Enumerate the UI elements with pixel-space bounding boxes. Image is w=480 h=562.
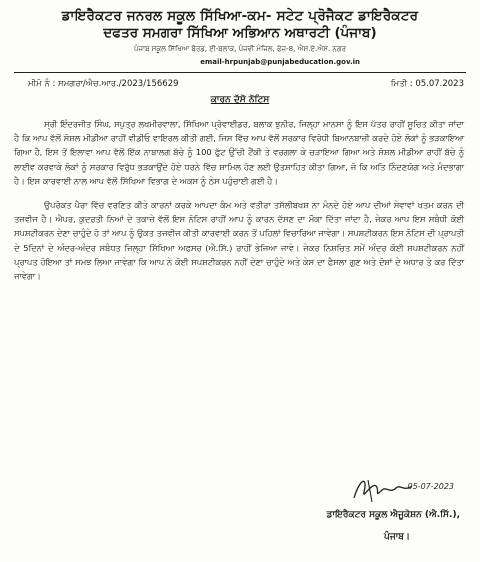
memo-date: ਮਿਤੀ : 05.07.2023	[390, 79, 464, 89]
signatory-title: ਡਾਇਰੈਕਟਰ ਸਕੂਲ ਐਜੂਕੇਸ਼ਨ (ਐ.ਸਿੱ.),	[326, 510, 460, 520]
letterhead-office: ਦਫਤਰ ਸਮਗਰਾ ਸਿੱਖਿਆ ਅਭਿਆਨ ਅਥਾਰਟੀ (ਪੰਜਾਬ)	[103, 25, 377, 41]
header-divider	[14, 72, 466, 73]
notice-paragraph-2: ਉਪਰੋਕਤ ਪੈਰਾ ਵਿੱਚ ਵਰਣਿਤ ਕੀਤੇ ਕਾਰਨਾਂ ਕਰਕੇ ਆਪਦਾ ਕੰਮ ਅਤੇ ਵਤੀਰਾ ਤਸੱਲੀਬਖਸ਼ ਨਾ ਮੰਨਦੇ ਹੋਏ ਆਪ ਦੀਆਂ ਸੇਵਾਵਾਂ ਖਤਮ ਕਰਨ ਦੀ ਤਜ਼ਵੀਜ ਹੈ। ਐਪਰ, ਕੁਦਰਤੀ ਨਿਆਂ ਦੇ ਤਕਾਜ਼ੇ ਵੱਲੋਂ ਇਸ ਨੋਟਿਸ ਰਾਹੀਂ ਆਪ ਨੂੰ ਕਾਰਨ ਦੱਸਣ ਦਾ ਮੌਕਾ ਦਿੱਤਾ ਜਾਂਦਾ ਹੈ, ਜੇਕਰ ਆਪ ਇਸ ਸਬੰਧੀ ਕੋਈ ਸਪਸ਼ਟੀਕਰਨ ਦੇਣਾ ਚਾਹੁੰਦੇ ਹੋ ਤਾਂ ਆਪ ਨੂੰ ਉਕਤ ਤਜਵੀਜ ਕੀਤੀ ਕਾਰਵਾਈ ਕਰਨ ਤੋਂ ਪਹਿਲਾਂ ਵਿਚਾਰਿਆ ਜਾਵੇਗਾ। ਸਪਸ਼ਟੀਕਰਨ ਇਸ ਨੋਟਿਸ ਦੀ ਪ੍ਰਾਪਤੀ ਦੇ 5ਦਿਨਾਂ ਦੇ ਅੰਦਰ-ਅੰਦਰ ਸਬੰਧਤ ਜਿਲ੍ਹਾ ਸਿੱਖਿਆ ਅਫਸਰ (ਐ.ਸਿੱ.) ਰਾਹੀਂ ਭੇਜਿਆ ਜਾਵੇ। ਜੇਕਰ ਨਿਸ਼ਚਿਤ ਸਮੇਂ ਅੰਦਰ ਕੋਈ ਸਪਸ਼ਟੀਕਰਨ ਨਹੀਂ ਪ੍ਰਾਪਤ ਹੋਇਆ ਤਾਂ ਸਮਝ ਲਿਆ ਜਾਵੇਗਾ ਕਿ ਆਪ ਨੇ ਕੋਈ ਸਪਸ਼ਟੀਕਰਨ ਨਹੀਂ ਦੇਣਾ ਚਾਹੁੰਦੇ ਅਤੇ ਕੇਸ ਦਾ ਫੈਸਲਾ ਗੁਣ ਅਤੇ ਦੋਸ਼ਾਂ ਦੇ ਅਧਾਰ ਤੇ ਕਰ ਦਿੱਤਾ ਜਾਵੇਗਾ।	[14, 200, 464, 282]
signature-block	[260, 472, 460, 558]
notice-subject: ਕਾਰਨ ਦੱਸੋ ਨੋਟਿਸ	[210, 95, 270, 105]
signature-date: 05-07-2023	[407, 482, 454, 491]
signatory-place: ਪੰਜਾਬ।	[384, 532, 410, 542]
memo-line	[14, 79, 466, 89]
letterhead-address: ਪੰਜਾਬ ਸਕੂਲ ਸਿੱਖਿਆ ਬੋਰਡ, ਈ-ਬਲਾਕ, ਪੰਜਵੀਂ ਮੰਜਿਲ, ਫੇਜ਼-8, ਐਸ.ਏ.ਐਸ. ਨਗਰ	[133, 45, 347, 53]
notice-paragraph-1: ਸ੍ਰੀ ਇੰਦਰਜੀਤ ਸਿੰਘ, ਸਪੁਤ੍ਰ ਲਖਮੀਰਵਾਲਾ, ਸਿੱਖਿਆ ਪ੍ਰੋਵਾਈਡਰ, ਬਲਾਕ ਝੁਨੀਰ, ਜਿਲ੍ਹਾ ਮਾਨਸਾ ਨੂੰ ਇਸ ਪੱਤਰ ਰਾਹੀਂ ਸੂਚਿਤ ਕੀਤਾ ਜਾਂਦਾ ਹੈ ਕਿ ਆਪ ਵੱਲੋਂ ਸੋਸ਼ਲ ਮੀਡੀਆ ਰਾਹੀਂ ਵੀਡੀਓ ਵਾਇਰਲ ਕੀਤੀ ਗਈ, ਜਿਸ ਵਿੱਚ ਆਪ ਵੱਲੋਂ ਸਰਕਾਰ ਵਿਰੋਧੀ ਬਿਆਨਬਾਜ਼ੀ ਕਰਦੇ ਹੋਏ ਲੋਕਾਂ ਨੂੰ ਭੜਕਾਇਆ ਗਿਆ ਹੈ, ਇਸ ਤੋਂ ਇਲਾਵਾ ਆਪ ਵੱਲੋਂ ਇੱਕ ਨਾਬਾਲਗ ਬੱਚੇ ਨੂੰ 100 ਫੁੱਟ ਉੱਚੀ ਟੈਂਕੀ ਤੇ ਵਰਗਲਾ ਕੇ ਚੜਾਇਆ ਗਿਆ ਅਤੇ ਸੋਸ਼ਲ ਮੀਡੀਆ ਰਾਹੀਂ ਬੱਚੇ ਨੂੰ ਲਾਈਵ ਕਰਵਾਕੇ ਲੋਕਾਂ ਨੂੰ ਸਰਕਾਰ ਵਿਰੁੱਧ ਭੜਕਾਉਂਦੇ ਹੋਏ ਧਰਨੇ ਵਿੱਚ ਸ਼ਾਮਿਲ ਹੋਣ ਲਈ ਉਤਸ਼ਾਹਿਤ ਕੀਤਾ ਗਿਆ, ਜੋ ਕਿ ਅਤਿ ਨਿੰਦਣਯੋਗ ਅਤੇ ਮੰਦਭਾਗਾ ਹੈ। ਇਸ ਕਾਰਵਾਈ ਨਾਲ ਆਪ ਵੱਲੋਂ ਸਿੱਖਿਆ ਵਿਭਾਗ ਦੇ ਅਕਸ ਨੂੰ ਠੇਸ ਪਹੁੰਚਾਈ ਗਈ ਹੈ।	[14, 119, 464, 186]
letterhead-email: email-hrpunjab@punjabeducation.gov.in	[200, 58, 360, 66]
letterhead-title: ਡਾਇਰੈਕਟਰ ਜਨਰਲ ਸਕੂਲ ਸਿੱਖਿਆ-ਕਮ- ਸਟੇਟ ਪ੍ਰੋਜੈਕਟ ਡਾਇਰੈਕਟਰ	[61, 8, 419, 24]
memo-number: ਮੀਮੋ ਨੰ : ਸਮਗਰਾ/ਐਚ.ਆਰ./2023/156629	[28, 79, 179, 89]
